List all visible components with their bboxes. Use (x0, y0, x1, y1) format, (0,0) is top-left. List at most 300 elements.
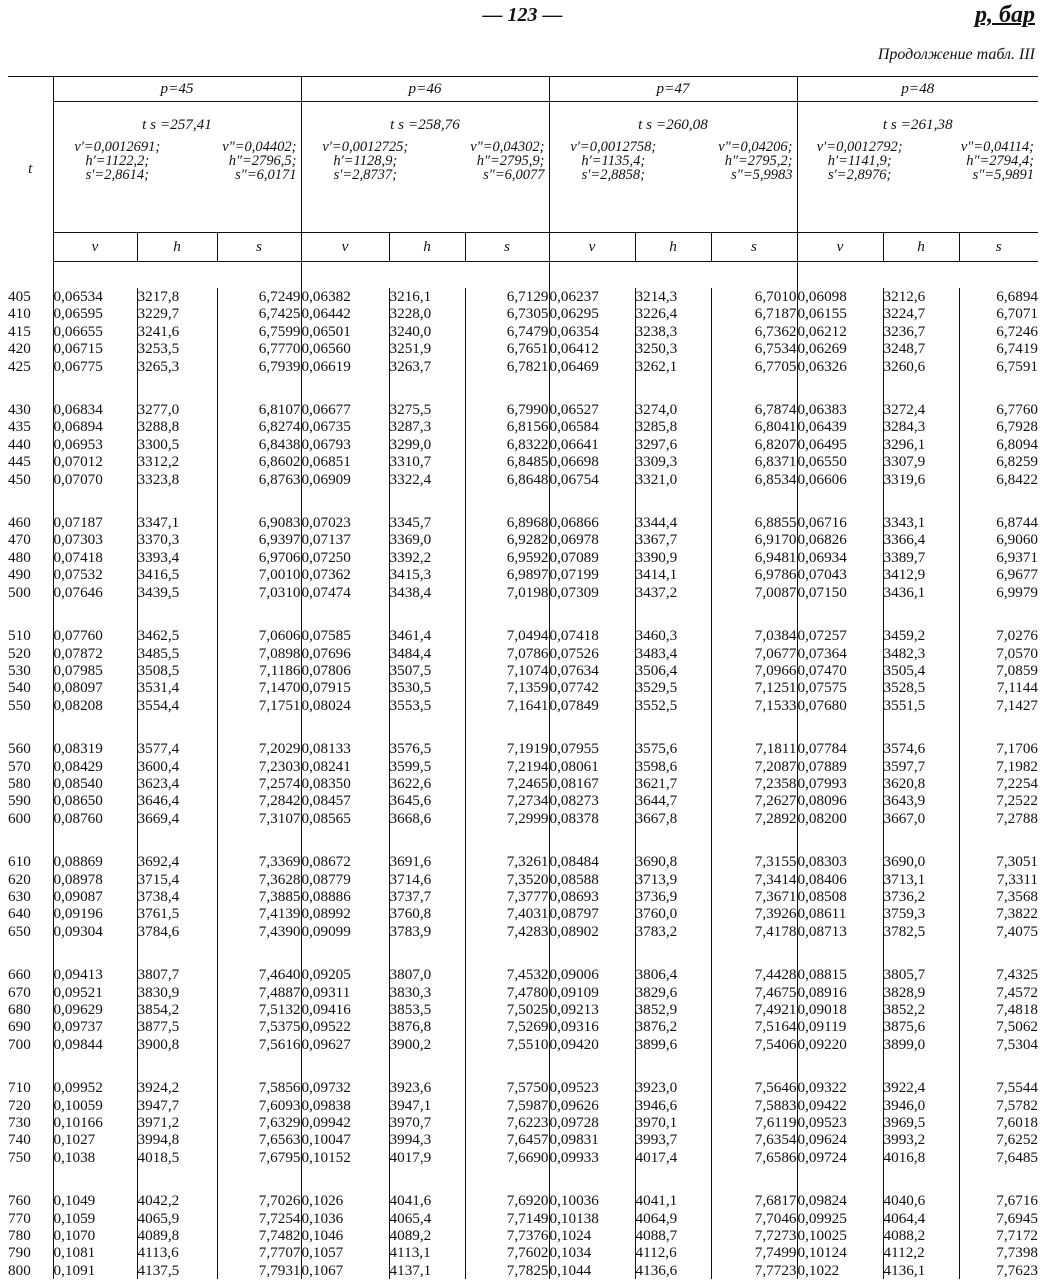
table-cell-value: 3347,1 (137, 514, 180, 532)
table-cell-value: 0,08650 (53, 792, 103, 810)
table-cell-value: 7,4818 (996, 1001, 1039, 1018)
table-cell-value: 0,09006 (549, 966, 599, 984)
value-cells (549, 740, 635, 827)
table-cell-value: 7,5164 (754, 1018, 797, 1036)
table-cell-value: 3367,7 (635, 531, 678, 549)
saturation-value: s″=6,0077 (483, 167, 545, 183)
saturation-value: h′=1141,9; (827, 153, 892, 169)
value-cells (711, 627, 797, 714)
temperature-value: 630 (8, 887, 31, 905)
table-cell-value: 7,0384 (754, 627, 797, 645)
temperature-value: 660 (8, 966, 31, 984)
value-cells (389, 1079, 465, 1166)
table-cell-value: 0,09732 (301, 1079, 351, 1097)
table-cell-value: 3236,7 (883, 322, 926, 340)
value-cells (465, 1192, 549, 1279)
table-cell-value: 7,4031 (506, 905, 549, 923)
temperature-value: 640 (8, 905, 31, 923)
column-header-h: h (389, 233, 465, 262)
table-cell-value: 7,5856 (258, 1079, 301, 1097)
table-cell-value: 7,5750 (506, 1079, 549, 1097)
value-cells (959, 853, 1038, 940)
value-cells (797, 1192, 883, 1279)
table-cell-value: 3551,5 (883, 696, 926, 714)
table-cell-value: 7,1359 (506, 679, 549, 697)
table-cell-value: 0,08378 (549, 809, 599, 827)
temperature-value: 720 (8, 1096, 31, 1114)
table-cell-value: 4017,4 (635, 1148, 678, 1166)
table-cell-value: 0,09311 (301, 983, 351, 1001)
column-header-h: h (137, 233, 217, 262)
table-cell-value: 0,09099 (301, 922, 351, 940)
table-cell-value: 3274,0 (635, 401, 678, 419)
table-cell-value: 7,7398 (996, 1244, 1039, 1262)
table-cell-value: 6,7770 (258, 340, 301, 358)
table-cell-value: 3414,1 (635, 566, 678, 584)
table-cell-value: 3321,0 (635, 470, 678, 488)
table-cell-value: 0,06237 (549, 288, 599, 305)
value-cells (389, 627, 465, 714)
table-cell-value: 0,09925 (797, 1209, 847, 1227)
value-cells (53, 1079, 137, 1166)
table-cell-value: 7,3671 (754, 887, 797, 905)
value-cells (465, 1079, 549, 1166)
value-cells (635, 514, 711, 601)
table-cell-value: 3645,6 (389, 792, 432, 810)
table-cell-value: 3224,7 (883, 305, 926, 323)
table-cell-value: 6,7249 (258, 288, 301, 305)
table-cell-value: 0,08429 (53, 757, 103, 775)
table-cell-value: 7,2194 (506, 757, 549, 775)
table-cell-value: 0,09728 (549, 1114, 599, 1132)
value-cells (883, 1079, 959, 1166)
table-cell-value: 3620,8 (883, 774, 926, 792)
table-cell-value: 3876,8 (389, 1018, 432, 1036)
saturation-block (301, 102, 549, 233)
value-cells (711, 1079, 797, 1166)
table-cell-value: 7,4887 (258, 983, 301, 1001)
table-cell-value: 3575,6 (635, 740, 678, 758)
table-cell-value: 3300,5 (137, 435, 180, 453)
value-cells (217, 1079, 301, 1166)
table-cell-value: 6,9897 (506, 566, 549, 584)
table-cell-value: 3946,6 (635, 1096, 678, 1114)
table-cell-value: 3736,9 (635, 887, 678, 905)
table-cell-value: 0,06793 (301, 435, 351, 453)
table-cell-value: 3713,1 (883, 870, 926, 888)
table-cell-value: 3459,2 (883, 627, 926, 645)
row-group (8, 627, 1038, 714)
table-cell-value: 7,0677 (754, 644, 797, 662)
table-cell-value: 7,7046 (754, 1209, 797, 1227)
temperature-value: 750 (8, 1148, 31, 1166)
table-cell-value: 0,09933 (549, 1148, 599, 1166)
table-cell-value: 3461,4 (389, 627, 432, 645)
table-cell-value: 7,3155 (754, 853, 797, 871)
table-cell-value: 0,07364 (797, 644, 847, 662)
table-cell-value: 6,8438 (258, 435, 301, 453)
table-cell-value: 0,06595 (53, 305, 103, 323)
value-cells (301, 1079, 389, 1166)
table-cell-value: 0,06834 (53, 401, 103, 419)
table-cell-value: 3297,6 (635, 435, 678, 453)
table-cell-value: 7,7254 (258, 1209, 301, 1227)
table-cell-value: 0,06155 (797, 305, 847, 323)
table-cell-value: 3877,5 (137, 1018, 180, 1036)
table-cell-value: 3621,7 (635, 774, 678, 792)
table-cell-value: 3829,6 (635, 983, 678, 1001)
table-cell-value: 3667,0 (883, 809, 926, 827)
table-cell-value: 0,09629 (53, 1001, 103, 1018)
table-cell-value: 0,1044 (549, 1261, 592, 1279)
value-cells (217, 1192, 301, 1279)
table-cell-value: 0,1059 (53, 1209, 96, 1227)
table-cell-value: 7,3311 (996, 870, 1039, 888)
table-cell-value: 7,1427 (996, 696, 1039, 714)
table-cell-value: 7,6563 (258, 1131, 301, 1149)
table-cell-value: 0,09422 (797, 1096, 847, 1114)
saturation-temperature: t s =261,38 (882, 116, 953, 133)
table-cell-value: 0,10036 (549, 1192, 599, 1210)
value-cells (217, 627, 301, 714)
value-cells (797, 401, 883, 488)
table-cell-value: 0,1081 (53, 1244, 96, 1262)
saturation-temperature: t s =258,76 (390, 116, 460, 133)
value-cells (711, 1192, 797, 1279)
table-cell-value: 0,06619 (301, 357, 351, 375)
table-cell-value: 7,0010 (258, 566, 301, 584)
table-cell-value: 0,08350 (301, 774, 351, 792)
table-cell-value: 0,06754 (549, 470, 599, 488)
table-cell-value: 3484,4 (389, 644, 432, 662)
table-cell-value: 3226,4 (635, 305, 678, 323)
table-cell-value: 7,7149 (506, 1209, 549, 1227)
table-cell-value: 0,07915 (301, 679, 351, 697)
table-cell-value: 7,4640 (258, 966, 301, 984)
table-cell-value: 3922,4 (883, 1079, 926, 1097)
table-cell-value: 3760,8 (389, 905, 432, 923)
value-cells (53, 288, 137, 375)
table-cell-value: 7,5616 (258, 1035, 301, 1053)
table-cell-value: 6,7928 (996, 418, 1039, 436)
table-cell-value: 0,09626 (549, 1096, 599, 1114)
table-cell-value: 7,7623 (996, 1261, 1039, 1279)
saturation-properties (550, 134, 797, 182)
table-cell-value: 7,6945 (996, 1209, 1039, 1227)
table-cell-value: 7,5987 (506, 1096, 549, 1114)
value-cells (635, 853, 711, 940)
table-cell-value: 7,0570 (996, 644, 1039, 662)
table-cell-value: 6,7651 (506, 340, 549, 358)
table-cell-value: 3390,9 (635, 548, 678, 566)
table-cell-value: 0,1024 (549, 1227, 592, 1245)
table-cell-value: 3899,0 (883, 1035, 926, 1053)
table-cell-value: 0,06735 (301, 418, 351, 436)
value-cells (465, 514, 549, 601)
saturation-value: h″=2796,5; (228, 153, 297, 169)
saturation-value: s″=5,9983 (731, 167, 793, 183)
table-cell-value: 3713,9 (635, 870, 678, 888)
value-cells (301, 740, 389, 827)
table-cell-value: 3876,2 (635, 1018, 678, 1036)
value-cells (389, 740, 465, 827)
temperature-value: 410 (8, 305, 31, 323)
table-cell-value: 0,09523 (797, 1114, 847, 1132)
table-cell-value: 0,09220 (797, 1035, 847, 1053)
table-cell-value: 3828,9 (883, 983, 926, 1001)
table-cell-value: 7,4780 (506, 983, 549, 1001)
temperature-value: 540 (8, 679, 31, 697)
table-cell-value: 3438,4 (389, 583, 432, 601)
table-cell-value: 3899,6 (635, 1035, 678, 1053)
table-cell-value: 3506,4 (635, 661, 678, 679)
table-cell-value: 7,7273 (754, 1227, 797, 1245)
table-cell-value: 7,1982 (996, 757, 1039, 775)
value-cells (465, 853, 549, 940)
table-cell-value: 0,07187 (53, 514, 103, 532)
table-cell-value: 0,08406 (797, 870, 847, 888)
table-cell-value: 0,07418 (549, 627, 599, 645)
table-cell-value: 7,3261 (506, 853, 549, 871)
table-cell-value: 0,06641 (549, 435, 599, 453)
table-cell-value: 6,9677 (996, 566, 1039, 584)
value-cells (301, 288, 389, 375)
value-cells (959, 401, 1038, 488)
table-cell-value: 7,4532 (506, 966, 549, 984)
table-cell-value: 7,3777 (506, 887, 549, 905)
value-cells (635, 627, 711, 714)
table-cell-value: 7,5375 (258, 1018, 301, 1036)
table-cell-value: 7,2734 (506, 792, 549, 810)
table-cell-value: 0,07784 (797, 740, 847, 758)
pressure-header: p=48 (797, 77, 1038, 102)
table-cell-value: 3715,4 (137, 870, 180, 888)
table-cell-value: 0,10025 (797, 1227, 847, 1245)
table-cell-value: 7,7707 (258, 1244, 301, 1262)
table-cell-value: 7,7026 (258, 1192, 301, 1210)
table-cell-value: 3577,4 (137, 740, 180, 758)
table-cell-value: 0,07089 (549, 548, 599, 566)
table-cell-value: 3370,3 (137, 531, 180, 549)
value-cells (711, 740, 797, 827)
table-cell-value: 7,6223 (506, 1114, 549, 1132)
table-cell-value: 6,7591 (996, 357, 1039, 375)
table-cell-value: 0,1091 (53, 1261, 96, 1279)
saturation-properties (54, 134, 301, 182)
table-cell-value: 3690,8 (635, 853, 678, 871)
table-cell-value: 0,08096 (797, 792, 847, 810)
value-cells (217, 401, 301, 488)
table-cell-value: 7,2788 (996, 809, 1039, 827)
saturation-value: v′=0,0012725; (322, 139, 409, 155)
table-cell-value: 4113,6 (137, 1244, 179, 1262)
temperature-value: 445 (8, 453, 31, 471)
temperature-value: 780 (8, 1227, 31, 1245)
table-cell-value: 7,7602 (506, 1244, 549, 1262)
temperature-value: 730 (8, 1114, 31, 1132)
table-cell-value: 7,5025 (506, 1001, 549, 1018)
table-cell-value: 3970,7 (389, 1114, 432, 1132)
table-cell-value: 4088,7 (635, 1227, 678, 1245)
value-cells (711, 288, 797, 375)
table-cell-value: 0,07532 (53, 566, 103, 584)
table-cell-value: 0,06442 (301, 305, 351, 323)
table-cell-value: 6,9371 (996, 548, 1039, 566)
table-cell-value: 3784,6 (137, 922, 180, 940)
table-cell-value: 0,08319 (53, 740, 103, 758)
table-cell-value: 3852,2 (883, 1001, 926, 1018)
value-cells (53, 966, 137, 1053)
table-cell-value: 0,08303 (797, 853, 847, 871)
table-cell-value: 7,3885 (258, 887, 301, 905)
table-cell-value: 3393,4 (137, 548, 180, 566)
value-cells (959, 288, 1038, 375)
table-cell-value: 3900,8 (137, 1035, 180, 1053)
table-cell-value: 7,2627 (754, 792, 797, 810)
temperature-value: 690 (8, 1018, 31, 1036)
table-cell-value: 3900,2 (389, 1035, 432, 1053)
column-header-h: h (635, 233, 711, 262)
table-cell-value: 3691,6 (389, 853, 432, 871)
table-cell-value: 0,09521 (53, 983, 103, 1001)
saturation-value: v″=0,04114; (960, 139, 1035, 155)
value-cells (711, 853, 797, 940)
table-cell-value: 3508,5 (137, 661, 180, 679)
table-cell-value: 4112,6 (635, 1244, 677, 1262)
value-cells (465, 288, 549, 375)
table-cell-value: 0,1070 (53, 1227, 96, 1245)
table-cell-value: 0,06698 (549, 453, 599, 471)
table-cell-value: 7,0786 (506, 644, 549, 662)
table-cell-value: 3782,5 (883, 922, 926, 940)
table-cell-value: 0,07362 (301, 566, 351, 584)
value-cells (389, 966, 465, 1053)
table-cell-value: 0,07023 (301, 514, 351, 532)
table-cell-value: 6,7425 (258, 305, 301, 323)
table-cell-value: 0,08457 (301, 792, 351, 810)
table-cell-value: 0,09196 (53, 905, 103, 923)
table-cell-value: 0,07849 (549, 696, 599, 714)
table-cell-value: 7,2574 (258, 774, 301, 792)
value-cells (959, 514, 1038, 601)
table-cell-value: 3343,1 (883, 514, 926, 532)
table-cell-value: 3228,0 (389, 305, 432, 323)
table-cell-value: 7,3107 (258, 809, 301, 827)
value-cells (959, 740, 1038, 827)
table-cell-value: 0,06550 (797, 453, 847, 471)
table-cell-value: 7,6119 (755, 1114, 797, 1132)
table-cell-value: 3576,5 (389, 740, 432, 758)
value-cells (883, 288, 959, 375)
table-cell-value: 6,9397 (258, 531, 301, 549)
value-cells (137, 740, 217, 827)
value-cells (465, 966, 549, 1053)
table-cell-value: 0,07646 (53, 583, 103, 601)
table-cell-value: 0,06501 (301, 322, 351, 340)
table-cell-value: 3250,3 (635, 340, 678, 358)
table-cell-value: 3667,8 (635, 809, 678, 827)
table-cell-value: 0,08241 (301, 757, 351, 775)
value-cells (883, 401, 959, 488)
table-cell-value: 0,06775 (53, 357, 103, 375)
temperature-value: 440 (8, 435, 31, 453)
pressure-header: p=46 (301, 77, 549, 102)
continuation-caption: Продолжение табл. III (877, 46, 1035, 63)
table-cell-value: 7,4283 (506, 922, 549, 940)
table-cell-value: 3416,5 (137, 566, 180, 584)
temperature-value: 550 (8, 696, 31, 714)
row-group (8, 401, 1038, 488)
row-group (8, 514, 1038, 601)
temperature-value: 425 (8, 357, 31, 375)
table-cell-value: 0,1034 (549, 1244, 592, 1262)
value-cells (883, 1192, 959, 1279)
value-cells (137, 853, 217, 940)
table-cell-value: 7,4572 (996, 983, 1039, 1001)
table-cell-value: 7,1470 (258, 679, 301, 697)
row-group (8, 966, 1038, 1053)
table-cell-value: 0,09522 (301, 1018, 351, 1036)
saturation-properties (302, 134, 549, 182)
saturation-value: v″=0,04402; (222, 139, 297, 155)
table-cell-value: 3760,0 (635, 905, 678, 923)
table-cell-value: 0,06212 (797, 322, 847, 340)
table-cell-value: 0,07985 (53, 661, 103, 679)
table-cell-value: 3946,0 (883, 1096, 926, 1114)
table-cell-value: 6,7305 (506, 305, 549, 323)
table-cell-value: 7,3369 (258, 853, 301, 871)
table-cell-value: 7,0859 (996, 661, 1039, 679)
table-cell-value: 6,8207 (754, 435, 797, 453)
saturation-block (53, 102, 301, 233)
table-cell-value: 6,7760 (996, 401, 1039, 419)
temperature-value: 530 (8, 661, 31, 679)
table-cell-value: 3738,4 (137, 887, 180, 905)
table-cell-value: 3805,7 (883, 966, 926, 984)
table-cell-value: 0,08672 (301, 853, 351, 871)
table-cell-value: 6,8274 (258, 418, 301, 436)
table-cell-value: 6,7599 (258, 322, 301, 340)
column-header-s: s (465, 233, 549, 262)
table-cell-value: 3759,3 (883, 905, 926, 923)
table-cell-value: 6,7534 (754, 340, 797, 358)
saturation-value: h″=2795,2; (724, 153, 793, 169)
table-cell-value: 7,6795 (258, 1148, 301, 1166)
table-cell-value: 6,8322 (506, 435, 549, 453)
table-cell-value: 7,1186 (259, 661, 301, 679)
table-cell-value: 3248,7 (883, 340, 926, 358)
temperature-value: 710 (8, 1079, 31, 1097)
table-cell-value: 3412,9 (883, 566, 926, 584)
table-cell-value: 7,3822 (996, 905, 1039, 923)
column-header-s: s (217, 233, 301, 262)
table-cell-value: 0,08024 (301, 696, 351, 714)
table-cell-value: 0,09824 (797, 1192, 847, 1210)
table-cell-value: 3599,5 (389, 757, 432, 775)
value-cells (465, 627, 549, 714)
table-cell-value: 0,09523 (549, 1079, 599, 1097)
saturation-value: h′=1128,9; (333, 153, 398, 169)
table-cell-value: 6,9706 (258, 548, 301, 566)
table-cell-value: 0,08588 (549, 870, 599, 888)
table-cell-value: 7,1811 (755, 740, 797, 758)
temperature-value: 560 (8, 740, 31, 758)
table-cell-value: 6,9979 (996, 583, 1039, 601)
table-cell-value: 3241,6 (137, 322, 180, 340)
table-cell-value: 3668,6 (389, 809, 432, 827)
temperature-cells (8, 1192, 53, 1279)
value-cells (883, 740, 959, 827)
